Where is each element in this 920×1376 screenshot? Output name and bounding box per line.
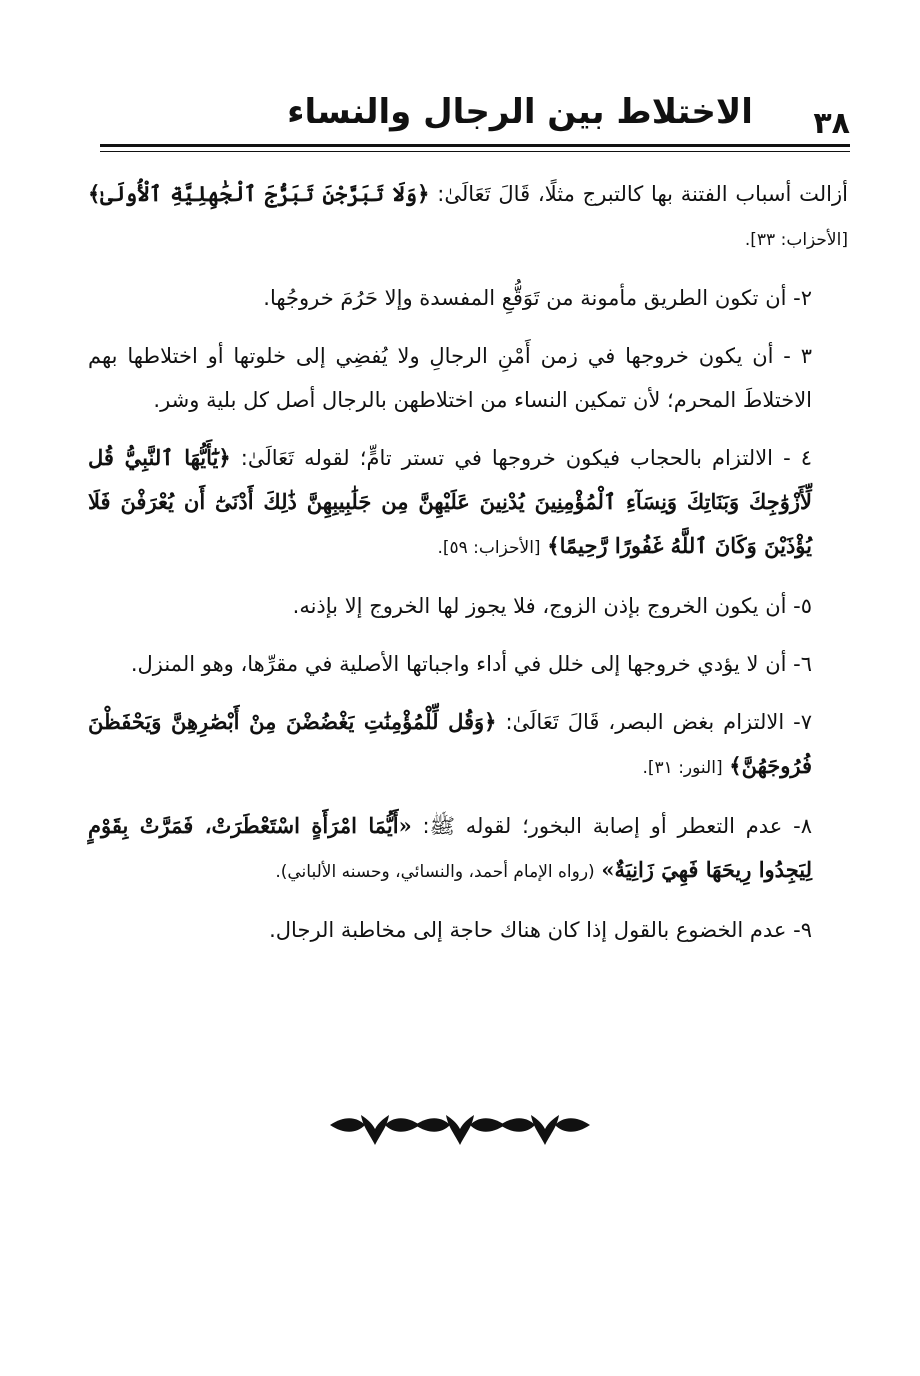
paragraph-text: ٤ - الالتزام بالحجاب فيكون خروجها في تستر تامٍّ؛ لقوله تَعَالَىٰ: <box>240 446 812 470</box>
paragraph-2 <box>88 276 848 320</box>
page-body <box>88 172 848 966</box>
page-header <box>100 88 850 158</box>
verse-reference: [النور: ٣١]. <box>642 758 723 778</box>
paragraph-4 <box>88 436 848 570</box>
quran-verse: ﴿وَلَا تَبَرَّجْنَ تَبَرُّجَ ٱلْجَٰهِلِيَّةِ ٱلْأُولَىٰ﴾ <box>88 181 430 206</box>
paragraph-text: ٦- أن لا يؤدي خروجها إلى خلل في أداء واجباتها الأصلية في مقرِّها، وهو المنزل. <box>130 652 812 676</box>
page-number: ٣٨ <box>813 106 850 141</box>
paragraph-text: ٨- عدم التعطر أو إصابة البخور؛ لقوله ﷺ: <box>422 814 812 838</box>
floral-divider-svg <box>330 1100 590 1150</box>
paragraph-7 <box>88 700 848 790</box>
paragraph-text: ٧- الالتزام بغض البصر، قَالَ تَعَالَىٰ: <box>505 710 812 734</box>
paragraph-8 <box>88 804 848 894</box>
paragraph-1 <box>88 172 848 262</box>
paragraph-6 <box>88 642 848 686</box>
hadith-quote: «أَيُّمَا امْرَأَةٍ اسْتَعْطَرَتْ، فَمَرَّتْ بِقَوْمٍ لِيَجِدُوا رِيحَهَا فَهِيَ زَانِيَةٌ» <box>88 813 812 882</box>
paragraph-text: ٩- عدم الخضوع بالقول إذا كان هناك حاجة إلى مخاطبة الرجال. <box>269 918 812 942</box>
header-rule-thin <box>100 151 850 152</box>
quran-verse: ﴿يَٰٓأَيُّهَا ٱلنَّبِيُّ قُل لِّأَزْوَٰجِكَ وَبَنَاتِكَ وَنِسَآءِ ٱلْمُؤْمِنِينَ يُدْنِينَ عَلَيْهِنَّ مِن جَلَٰبِيبِهِنَّ ذَٰلِكَ أَدْنَىٰٓ أَن يُعْرَفْنَ فَلَا يُؤْذَيْنَ وَكَانَ ٱللَّهُ غَفُورًا رَّحِيمًا﴾ <box>88 445 812 558</box>
verse-reference: [الأحزاب: ٥٩]. <box>437 538 541 558</box>
running-title: الاختلاط بين الرجال والنساء <box>287 92 753 132</box>
paragraph-3 <box>88 334 848 422</box>
paragraph-text: ٥- أن يكون الخروج بإذن الزوج، فلا يجوز لها الخروج إلا بإذنه. <box>292 594 812 618</box>
quran-verse: ﴿وَقُل لِّلْمُؤْمِنَٰتِ يَغْضُضْنَ مِنْ أَبْصَٰرِهِنَّ وَيَحْفَظْنَ فُرُوجَهُنَّ﴾ <box>88 709 812 778</box>
hadith-reference: (رواه الإمام أحمد، والنسائي، وحسنه الألباني). <box>275 862 595 882</box>
paragraph-9 <box>88 908 848 952</box>
paragraph-text: أزالت أسباب الفتنة بها كالتبرج مثلًا، قَالَ تَعَالَىٰ: <box>437 182 848 206</box>
floral-divider-icon <box>0 1100 920 1162</box>
paragraph-text: ٣ - أن يكون خروجها في زمن أَمْنِ الرجالِ ولا يُفضِي إلى خلوتها أو اختلاطها بهم الاختلاطَ المحرم؛ لأن تمكين النساء من اختلاطهن بالرجال أصل كل بلية وشر. <box>88 344 812 412</box>
paragraph-5 <box>88 584 848 628</box>
paragraph-text: ٢- أن تكون الطريق مأمونة من تَوَقُّعِ المفسدة وإلا حَرُمَ خروجُها. <box>263 286 812 310</box>
header-rule <box>100 144 850 147</box>
verse-reference: [الأحزاب: ٣٣]. <box>744 230 848 250</box>
